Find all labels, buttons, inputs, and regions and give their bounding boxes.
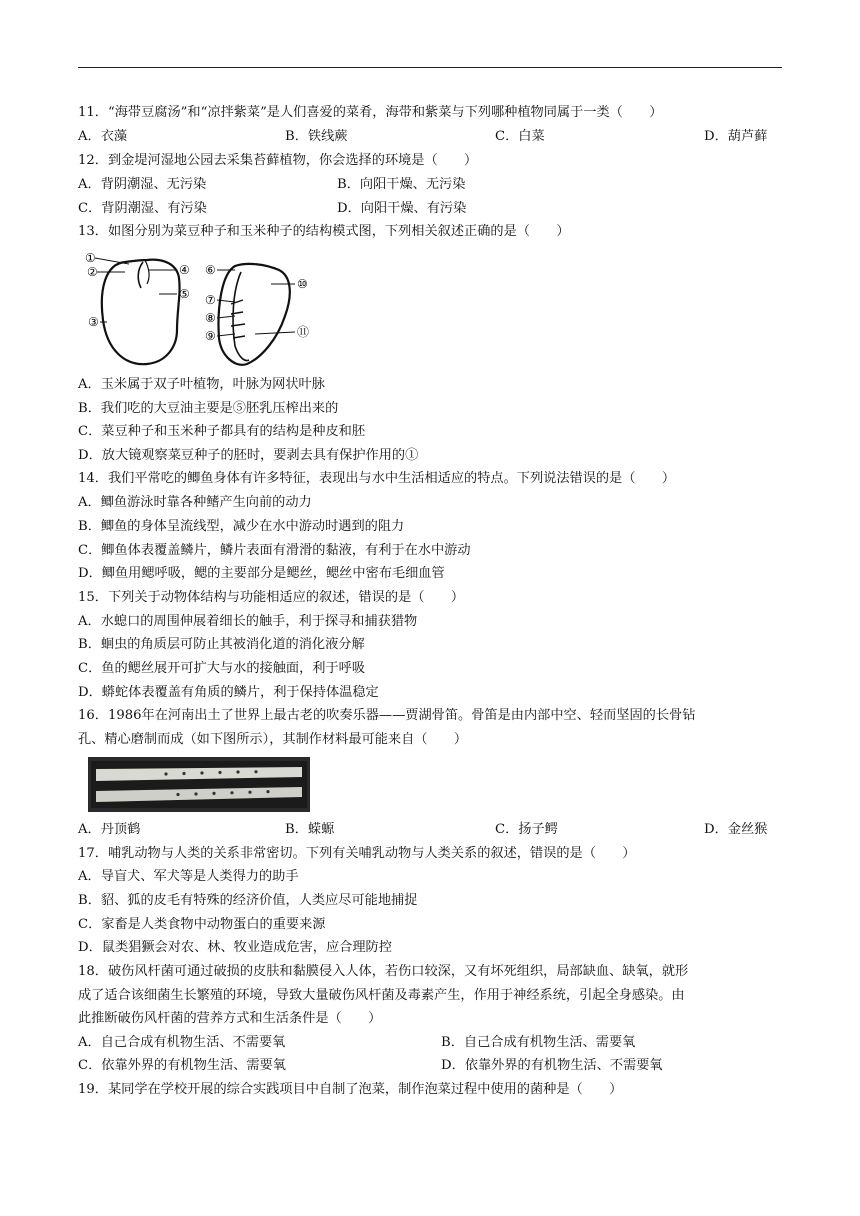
q12-option-d: D．向阳干燥、有污染: [337, 201, 467, 216]
question-18-stem-cont: 成了适合该细菌生长繁殖的环境，导致大量破伤风杆菌及毒素产生，作用于神经系统，引起全身感染。由: [78, 988, 685, 1003]
q17-option-a: A．导盲犬、军犬等是人类得力的助手: [78, 869, 299, 884]
q11-option-c: C．白菜: [495, 129, 545, 144]
q13-option-d: D．放大镜观察菜豆种子的胚时，要剥去具有保护作用的①: [78, 448, 419, 463]
q15-option-a: A．水螅口的周围伸展着细长的触手，利于探寻和捕获猎物: [78, 614, 418, 629]
label-11: ⑪: [297, 325, 310, 339]
q18-option-b: B．自己合成有机物生活、需要氧: [441, 1035, 636, 1050]
q14-option-a: A．鲫鱼游泳时靠各种鳍产生向前的动力: [78, 495, 312, 510]
q13-option-b: B．我们吃的大豆油主要是⑤胚乳压榨出来的: [78, 401, 339, 416]
q12-option-a: A．背阴潮湿、无污染: [78, 177, 207, 192]
label-5: ⑤: [179, 287, 190, 301]
q17-option-c: C．家畜是人类食物中动物蛋白的重要来源: [78, 917, 326, 932]
label-10: ⑩: [297, 277, 308, 291]
q16-option-d: D．金丝猴: [704, 822, 768, 837]
q14-option-d: D．鲫鱼用鳃呼吸，鳃的主要部分是鳃丝，鳃丝中密布毛细血管: [78, 566, 445, 581]
question-15-stem: 15．下列关于动物体结构与功能相适应的叙述，错误的是（ ）: [78, 590, 465, 605]
label-7: ⑦: [205, 293, 216, 307]
q15-option-d: D．蟒蛇体表覆盖有角质的鳞片，利于保持体温稳定: [78, 685, 379, 700]
header-rule: [78, 67, 782, 68]
q18-option-d: D．依靠外界的有机物生活、不需要氧: [441, 1058, 663, 1073]
q13-option-c: C．菜豆种子和玉米种子都具有的结构是种皮和胚: [78, 424, 366, 439]
q14-option-c: C．鲫鱼体表覆盖鳞片，鳞片表面有滑滑的黏液，有利于在水中游动: [78, 543, 471, 558]
question-17-stem: 17．哺乳动物与人类的关系非常密切。下列有关哺乳动物与人类关系的叙述，错误的是（ ）: [78, 846, 636, 861]
label-1: ①: [85, 251, 96, 265]
question-18-stem: 18．破伤风杆菌可通过破损的皮肤和黏膜侵入人体，若伤口较深，又有坏死组织，局部缺血、缺氧，就形: [78, 964, 689, 979]
label-2: ②: [87, 265, 98, 279]
label-3: ③: [88, 315, 99, 329]
q16-option-c: C．扬子鳄: [495, 822, 558, 837]
label-6: ⑥: [205, 263, 216, 277]
q12-option-c: C．背阴潮湿、有污染: [78, 201, 207, 216]
label-9: ⑨: [205, 329, 216, 343]
q12-option-b: B．向阳干燥、无污染: [337, 177, 466, 192]
question-19-stem: 19．某同学在学校开展的综合实践项目中自制了泡菜，制作泡菜过程中使用的菌种是（ ）: [78, 1082, 623, 1097]
q11-option-a: A．衣藻: [78, 129, 128, 144]
question-16-stem-cont: 孔、精心磨制而成（如下图所示），其制作材料最可能来自（ ）: [78, 732, 468, 747]
q17-option-d: D．鼠类猖獗会对农、林、牧业造成危害，应合理防控: [78, 940, 392, 955]
question-16-stem: 16．1986年在河南出土了世界上最古老的吹奏乐器——贾湖骨笛。骨笛是由内部中空、轻而坚固的长骨钻: [78, 708, 696, 723]
q13-option-a: A．玉米属于双子叶植物，叶脉为网状叶脉: [78, 377, 325, 392]
seed-structure-figure: [85, 250, 325, 372]
q17-option-b: B．貂、狐的皮毛有特殊的经济价值，人类应尽可能地捕捉: [78, 893, 418, 908]
question-18-stem-cont2: 此推断破伤风杆菌的营养方式和生活条件是（ ）: [78, 1011, 382, 1026]
q18-option-c: C．依靠外界的有机物生活、需要氧: [78, 1058, 286, 1073]
bone-flute-photo: [88, 757, 310, 812]
q16-option-b: B．蝾螈: [285, 822, 335, 837]
label-4: ④: [179, 263, 190, 277]
question-12-stem: 12．到金堤河湿地公园去采集苔藓植物，你会选择的环境是（ ）: [78, 153, 478, 168]
q16-option-a: A．丹顶鹤: [78, 822, 141, 837]
question-14-stem: 14．我们平常吃的鲫鱼身体有许多特征，表现出与水中生活相适应的特点。下列说法错误的是（ ）: [78, 471, 676, 486]
question-11-stem: 11．“海带豆腐汤”和“凉拌紫菜”是人们喜爱的菜肴，海带和紫菜与下列哪种植物同属于一类（ ）: [78, 105, 663, 120]
q14-option-b: B．鲫鱼的身体呈流线型，减少在水中游动时遇到的阻力: [78, 519, 405, 534]
q11-option-b: B．铁线蕨: [285, 129, 348, 144]
label-8: ⑧: [205, 311, 216, 325]
q15-option-c: C．鱼的鳃丝展开可扩大与水的接触面，利于呼吸: [78, 661, 366, 676]
q11-option-d: D．葫芦藓: [704, 129, 768, 144]
q18-option-a: A．自己合成有机物生活、不需要氧: [78, 1035, 286, 1050]
q15-option-b: B．蛔虫的角质层可防止其被消化道的消化液分解: [78, 637, 365, 652]
question-13-stem: 13．如图分别为菜豆种子和玉米种子的结构模式图，下列相关叙述正确的是（ ）: [78, 224, 570, 239]
bean-seed-outline: [102, 260, 180, 365]
corn-seed-outline: [219, 264, 290, 365]
